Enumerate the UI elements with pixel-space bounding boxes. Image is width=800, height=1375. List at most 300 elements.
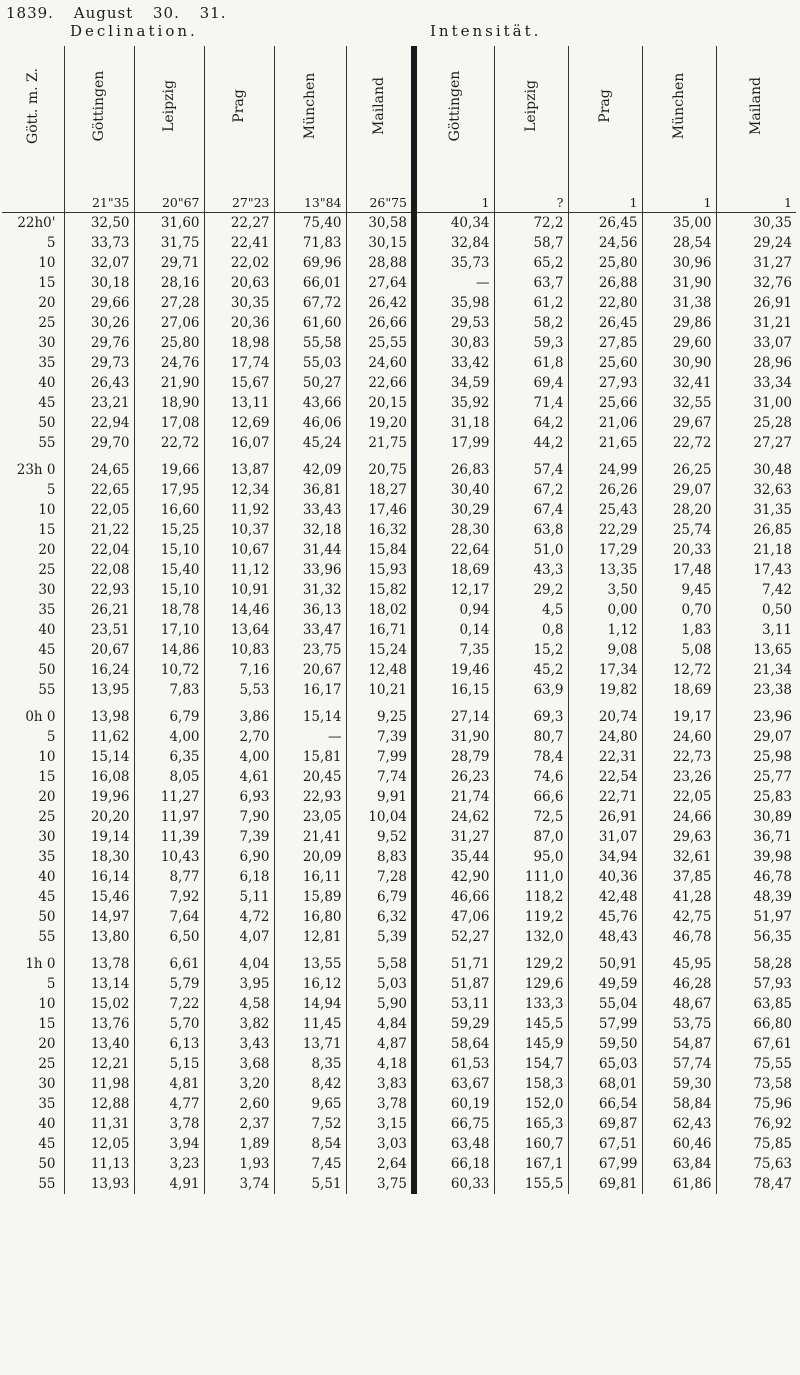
value-cell: 13,98 xyxy=(64,700,134,727)
value-cell: 67,61 xyxy=(716,1034,796,1054)
column-label: Mailand xyxy=(370,77,387,135)
value-cell: 25,28 xyxy=(716,413,796,433)
value-cell: 33,73 xyxy=(64,233,134,253)
time-cell: 23h 0 xyxy=(16,462,56,478)
value-cell: 7,52 xyxy=(274,1114,346,1134)
value-cell: 22,31 xyxy=(568,747,642,767)
value-cell: 47,06 xyxy=(414,907,494,927)
value-cell: 29,53 xyxy=(414,313,494,333)
value-cell: 17,95 xyxy=(134,480,204,500)
table-row xyxy=(2,333,796,353)
table-row xyxy=(2,727,796,747)
value-cell: 51,97 xyxy=(716,907,796,927)
time-cell: 5 xyxy=(46,729,56,745)
table-row xyxy=(2,1074,796,1094)
value-cell: 4,00 xyxy=(134,727,204,747)
value-cell: 3,75 xyxy=(346,1174,414,1194)
value-cell: 26,26 xyxy=(568,480,642,500)
table-row xyxy=(2,827,796,847)
value-cell: 5,53 xyxy=(204,680,274,700)
time-cell: 35 xyxy=(38,849,56,865)
value-cell: 71,83 xyxy=(274,233,346,253)
table-row xyxy=(2,540,796,560)
value-cell: 4,07 xyxy=(204,927,274,947)
value-cell: 29,63 xyxy=(642,827,716,847)
value-cell: 3,86 xyxy=(204,700,274,727)
time-cell: 5 xyxy=(46,976,56,992)
column-scale: 26"75 xyxy=(369,195,407,210)
value-cell: 15,40 xyxy=(134,560,204,580)
value-cell: 28,96 xyxy=(716,353,796,373)
value-cell: 22,94 xyxy=(64,413,134,433)
value-cell: 15,81 xyxy=(274,747,346,767)
table-row xyxy=(2,520,796,540)
value-cell: 8,42 xyxy=(274,1074,346,1094)
column-scale: 21"35 xyxy=(91,195,130,210)
time-cell: 20 xyxy=(38,789,56,805)
value-cell: 55,58 xyxy=(274,333,346,353)
value-cell: 24,60 xyxy=(346,353,414,373)
value-cell: 31,07 xyxy=(568,827,642,847)
value-cell: 61,86 xyxy=(642,1174,716,1194)
value-cell: 16,12 xyxy=(274,974,346,994)
value-cell: 30,29 xyxy=(414,500,494,520)
value-cell: 13,87 xyxy=(204,453,274,480)
value-cell: 32,50 xyxy=(64,213,134,234)
table-row xyxy=(2,1134,796,1154)
value-cell: 0,50 xyxy=(716,600,796,620)
value-cell: 26,42 xyxy=(346,293,414,313)
value-cell: 5,70 xyxy=(134,1014,204,1034)
table-row xyxy=(2,927,796,947)
value-cell: 158,3 xyxy=(494,1074,568,1094)
value-cell: 10,43 xyxy=(134,847,204,867)
value-cell: 57,99 xyxy=(568,1014,642,1034)
value-cell: 25,77 xyxy=(716,767,796,787)
value-cell: 65,2 xyxy=(494,253,568,273)
value-cell: 22,93 xyxy=(64,580,134,600)
value-cell: 29,2 xyxy=(494,580,568,600)
value-cell: 25,80 xyxy=(568,253,642,273)
value-cell: 30,83 xyxy=(414,333,494,353)
value-cell: 18,02 xyxy=(346,600,414,620)
time-cell: 25 xyxy=(38,809,56,825)
value-cell: 7,90 xyxy=(204,807,274,827)
value-cell: 18,69 xyxy=(414,560,494,580)
value-cell: 59,50 xyxy=(568,1034,642,1054)
value-cell: 7,92 xyxy=(134,887,204,907)
value-cell: 63,85 xyxy=(716,994,796,1014)
value-cell: 12,21 xyxy=(64,1054,134,1074)
value-cell: 20,74 xyxy=(568,700,642,727)
value-cell: 59,30 xyxy=(642,1074,716,1094)
value-cell: 34,59 xyxy=(414,373,494,393)
value-cell: 167,1 xyxy=(494,1154,568,1174)
value-cell: 22,27 xyxy=(204,213,274,234)
time-cell: 40 xyxy=(38,1116,56,1132)
value-cell: 20,67 xyxy=(274,660,346,680)
value-cell: 5,08 xyxy=(642,640,716,660)
value-cell: 69,3 xyxy=(494,700,568,727)
value-cell: 35,00 xyxy=(642,213,716,234)
time-cell: 5 xyxy=(46,482,56,498)
value-cell: 80,7 xyxy=(494,727,568,747)
value-cell: 51,87 xyxy=(414,974,494,994)
value-cell: 22,54 xyxy=(568,767,642,787)
value-cell: 26,45 xyxy=(568,213,642,234)
table-row xyxy=(2,500,796,520)
value-cell: 3,94 xyxy=(134,1134,204,1154)
value-cell: 26,91 xyxy=(716,293,796,313)
time-cell: 55 xyxy=(38,929,56,945)
value-cell: 30,40 xyxy=(414,480,494,500)
value-cell: 20,45 xyxy=(274,767,346,787)
value-cell: 15,10 xyxy=(134,540,204,560)
time-cell: 1h 0 xyxy=(25,956,56,972)
table-row xyxy=(2,1094,796,1114)
time-cell: 10 xyxy=(38,749,56,765)
value-cell: 12,81 xyxy=(274,927,346,947)
table-row xyxy=(2,1154,796,1174)
value-cell: 4,18 xyxy=(346,1054,414,1074)
value-cell: 28,79 xyxy=(414,747,494,767)
value-cell: 26,45 xyxy=(568,313,642,333)
value-cell: 11,92 xyxy=(204,500,274,520)
value-cell: 160,7 xyxy=(494,1134,568,1154)
value-cell: 16,32 xyxy=(346,520,414,540)
time-cell: 40 xyxy=(38,869,56,885)
value-cell: 48,39 xyxy=(716,887,796,907)
value-cell: 21,34 xyxy=(716,660,796,680)
value-cell: 11,12 xyxy=(204,560,274,580)
value-cell: 4,5 xyxy=(494,600,568,620)
value-cell: 19,14 xyxy=(64,827,134,847)
time-cell: 35 xyxy=(38,602,56,618)
value-cell: 5,58 xyxy=(346,947,414,974)
value-cell: 33,96 xyxy=(274,560,346,580)
table-row xyxy=(2,233,796,253)
value-cell: 45,24 xyxy=(274,433,346,453)
value-cell: 27,85 xyxy=(568,333,642,353)
section-title-intensity: Intensität. xyxy=(430,22,542,40)
value-cell: 29,24 xyxy=(716,233,796,253)
value-cell: 154,7 xyxy=(494,1054,568,1074)
time-cell: 20 xyxy=(38,295,56,311)
time-cell: 55 xyxy=(38,435,56,451)
value-cell: 46,78 xyxy=(716,867,796,887)
table-row xyxy=(2,580,796,600)
column-label: Leipzig xyxy=(161,80,177,132)
time-cell: 55 xyxy=(38,1176,56,1192)
value-cell: 13,93 xyxy=(64,1174,134,1194)
value-cell: 15,02 xyxy=(64,994,134,1014)
value-cell: 26,83 xyxy=(414,453,494,480)
time-cell: 22h0' xyxy=(17,215,56,231)
value-cell: 4,00 xyxy=(204,747,274,767)
value-cell: 16,08 xyxy=(64,767,134,787)
value-cell: 24,66 xyxy=(642,807,716,827)
value-cell: 30,15 xyxy=(346,233,414,253)
value-cell: 30,35 xyxy=(204,293,274,313)
value-cell: 63,48 xyxy=(414,1134,494,1154)
value-cell: 2,64 xyxy=(346,1154,414,1174)
value-cell: 20,15 xyxy=(346,393,414,413)
value-cell: 30,18 xyxy=(64,273,134,293)
value-cell: 67,2 xyxy=(494,480,568,500)
value-cell: 7,99 xyxy=(346,747,414,767)
value-cell: 59,29 xyxy=(414,1014,494,1034)
column-label: Prag xyxy=(597,89,613,123)
value-cell: 29,70 xyxy=(64,433,134,453)
table-row xyxy=(2,747,796,767)
table-row xyxy=(2,1174,796,1194)
column-label: Prag xyxy=(231,89,247,123)
value-cell: 12,69 xyxy=(204,413,274,433)
value-cell: 31,44 xyxy=(274,540,346,560)
value-cell: 25,55 xyxy=(346,333,414,353)
value-cell: 22,64 xyxy=(414,540,494,560)
value-cell: 5,39 xyxy=(346,927,414,947)
value-cell: 59,3 xyxy=(494,333,568,353)
value-cell: 22,65 xyxy=(64,480,134,500)
value-cell: 3,95 xyxy=(204,974,274,994)
value-cell: 31,27 xyxy=(716,253,796,273)
value-cell: 10,83 xyxy=(204,640,274,660)
value-cell: 7,28 xyxy=(346,867,414,887)
value-cell: 26,21 xyxy=(64,600,134,620)
table-row xyxy=(2,313,796,333)
value-cell: 23,38 xyxy=(716,680,796,700)
value-cell: 3,78 xyxy=(134,1114,204,1134)
value-cell: 26,43 xyxy=(64,373,134,393)
time-cell: 50 xyxy=(38,1156,56,1172)
value-cell: 31,35 xyxy=(716,500,796,520)
column-header-1 xyxy=(64,46,134,213)
value-cell: 31,75 xyxy=(134,233,204,253)
value-cell: 75,85 xyxy=(716,1134,796,1154)
header-day-1: 30. xyxy=(153,4,180,22)
value-cell: 35,44 xyxy=(414,847,494,867)
value-cell: 12,34 xyxy=(204,480,274,500)
value-cell: 7,35 xyxy=(414,640,494,660)
section-title-declination: Declination. xyxy=(70,22,198,40)
value-cell: 22,05 xyxy=(64,500,134,520)
value-cell: 31,90 xyxy=(642,273,716,293)
value-cell: 16,14 xyxy=(64,867,134,887)
time-cell: 40 xyxy=(38,375,56,391)
column-header-5 xyxy=(346,46,414,213)
value-cell: 6,90 xyxy=(204,847,274,867)
value-cell: 65,03 xyxy=(568,1054,642,1074)
value-cell: 57,4 xyxy=(494,453,568,480)
value-cell: 60,19 xyxy=(414,1094,494,1114)
value-cell: 3,03 xyxy=(346,1134,414,1154)
value-cell: 12,05 xyxy=(64,1134,134,1154)
value-cell: 58,28 xyxy=(716,947,796,974)
column-header-3 xyxy=(204,46,274,213)
value-cell: 24,76 xyxy=(134,353,204,373)
value-cell: 18,30 xyxy=(64,847,134,867)
value-cell: 16,71 xyxy=(346,620,414,640)
value-cell: 3,15 xyxy=(346,1114,414,1134)
table-row xyxy=(2,600,796,620)
value-cell: 50,27 xyxy=(274,373,346,393)
value-cell: 33,42 xyxy=(414,353,494,373)
value-cell: 8,35 xyxy=(274,1054,346,1074)
time-cell: 45 xyxy=(38,889,56,905)
value-cell: 42,75 xyxy=(642,907,716,927)
value-cell: 13,35 xyxy=(568,560,642,580)
value-cell: 11,39 xyxy=(134,827,204,847)
value-cell: 4,84 xyxy=(346,1014,414,1034)
table-row xyxy=(2,1114,796,1134)
time-cell: 35 xyxy=(38,1096,56,1112)
value-cell: 7,22 xyxy=(134,994,204,1014)
column-scale: 1 xyxy=(481,195,490,210)
value-cell: 29,73 xyxy=(64,353,134,373)
value-cell: 16,24 xyxy=(64,660,134,680)
value-cell: 6,61 xyxy=(134,947,204,974)
value-cell: 28,88 xyxy=(346,253,414,273)
table-body xyxy=(2,213,796,1195)
value-cell: 27,27 xyxy=(716,433,796,453)
value-cell: 14,46 xyxy=(204,600,274,620)
observation-table xyxy=(2,46,796,1194)
column-label: Göttingen xyxy=(91,70,107,142)
table-row xyxy=(2,620,796,640)
value-cell: 95,0 xyxy=(494,847,568,867)
value-cell: 58,7 xyxy=(494,233,568,253)
value-cell: 22,93 xyxy=(274,787,346,807)
value-cell: 29,76 xyxy=(64,333,134,353)
value-cell: 129,2 xyxy=(494,947,568,974)
value-cell: 22,66 xyxy=(346,373,414,393)
value-cell: 14,86 xyxy=(134,640,204,660)
value-cell: 69,96 xyxy=(274,253,346,273)
value-cell: 133,3 xyxy=(494,994,568,1014)
column-scale: 20"67 xyxy=(161,195,200,210)
value-cell: 13,11 xyxy=(204,393,274,413)
value-cell: 129,6 xyxy=(494,974,568,994)
value-cell: 64,2 xyxy=(494,413,568,433)
value-cell: 3,23 xyxy=(134,1154,204,1174)
value-cell: 18,98 xyxy=(204,333,274,353)
value-cell: 12,48 xyxy=(346,660,414,680)
value-cell: 17,46 xyxy=(346,500,414,520)
table-row xyxy=(2,994,796,1014)
value-cell: 32,84 xyxy=(414,233,494,253)
value-cell: 4,58 xyxy=(204,994,274,1014)
header-year: 1839. xyxy=(6,4,54,22)
value-cell: 17,08 xyxy=(134,413,204,433)
value-cell: 42,90 xyxy=(414,867,494,887)
value-cell: 155,5 xyxy=(494,1174,568,1194)
value-cell: 27,64 xyxy=(346,273,414,293)
time-cell: 30 xyxy=(38,582,56,598)
value-cell: 5,15 xyxy=(134,1054,204,1074)
value-cell: 50,91 xyxy=(568,947,642,974)
time-cell: 50 xyxy=(38,909,56,925)
value-cell: 118,2 xyxy=(494,887,568,907)
value-cell: 43,66 xyxy=(274,393,346,413)
value-cell: 19,96 xyxy=(64,787,134,807)
value-cell: 5,51 xyxy=(274,1174,346,1194)
value-cell: 48,43 xyxy=(568,927,642,947)
value-cell: 22,08 xyxy=(64,560,134,580)
value-cell: 63,9 xyxy=(494,680,568,700)
value-cell: 6,79 xyxy=(134,700,204,727)
value-cell: 25,74 xyxy=(642,520,716,540)
time-cell: 10 xyxy=(38,502,56,518)
value-cell: 49,59 xyxy=(568,974,642,994)
value-cell: 43,3 xyxy=(494,560,568,580)
value-cell: 61,2 xyxy=(494,293,568,313)
value-cell: 22,02 xyxy=(204,253,274,273)
time-cell: 25 xyxy=(38,315,56,331)
table-row xyxy=(2,847,796,867)
value-cell: 2,37 xyxy=(204,1114,274,1134)
value-cell: 4,72 xyxy=(204,907,274,927)
value-cell: 15,25 xyxy=(134,520,204,540)
table-row xyxy=(2,1014,796,1034)
value-cell: 72,5 xyxy=(494,807,568,827)
value-cell: 5,11 xyxy=(204,887,274,907)
value-cell: 16,11 xyxy=(274,867,346,887)
value-cell: 57,93 xyxy=(716,974,796,994)
value-cell: 87,0 xyxy=(494,827,568,847)
value-cell: 3,20 xyxy=(204,1074,274,1094)
value-cell: 3,83 xyxy=(346,1074,414,1094)
value-cell: 19,46 xyxy=(414,660,494,680)
value-cell: 60,46 xyxy=(642,1134,716,1154)
value-cell: 0,94 xyxy=(414,600,494,620)
value-cell: 8,77 xyxy=(134,867,204,887)
value-cell: 30,48 xyxy=(716,453,796,480)
time-cell: 40 xyxy=(38,622,56,638)
column-header-10 xyxy=(716,46,796,213)
value-cell: 63,84 xyxy=(642,1154,716,1174)
value-cell: 10,37 xyxy=(204,520,274,540)
value-cell: 16,17 xyxy=(274,680,346,700)
value-cell: 35,92 xyxy=(414,393,494,413)
time-cell: 10 xyxy=(38,996,56,1012)
column-label: München xyxy=(302,72,318,140)
value-cell: 6,32 xyxy=(346,907,414,927)
value-cell: 34,94 xyxy=(568,847,642,867)
value-cell: 68,01 xyxy=(568,1074,642,1094)
value-cell: 30,35 xyxy=(716,213,796,234)
column-label: Mailand xyxy=(748,77,765,135)
value-cell: 22,72 xyxy=(642,433,716,453)
value-cell: 26,25 xyxy=(642,453,716,480)
value-cell: 78,47 xyxy=(716,1174,796,1194)
column-label: Leipzig xyxy=(523,80,539,132)
value-cell: 35,73 xyxy=(414,253,494,273)
time-cell: 20 xyxy=(38,542,56,558)
value-cell: 26,88 xyxy=(568,273,642,293)
value-cell: 27,28 xyxy=(134,293,204,313)
value-cell: 15,14 xyxy=(274,700,346,727)
time-cell: 25 xyxy=(38,562,56,578)
value-cell: 75,55 xyxy=(716,1054,796,1074)
value-cell: 23,51 xyxy=(64,620,134,640)
value-cell: 61,53 xyxy=(414,1054,494,1074)
table-row xyxy=(2,767,796,787)
value-cell: 9,08 xyxy=(568,640,642,660)
value-cell: 20,67 xyxy=(64,640,134,660)
table-row xyxy=(2,1034,796,1054)
value-cell: 20,63 xyxy=(204,273,274,293)
